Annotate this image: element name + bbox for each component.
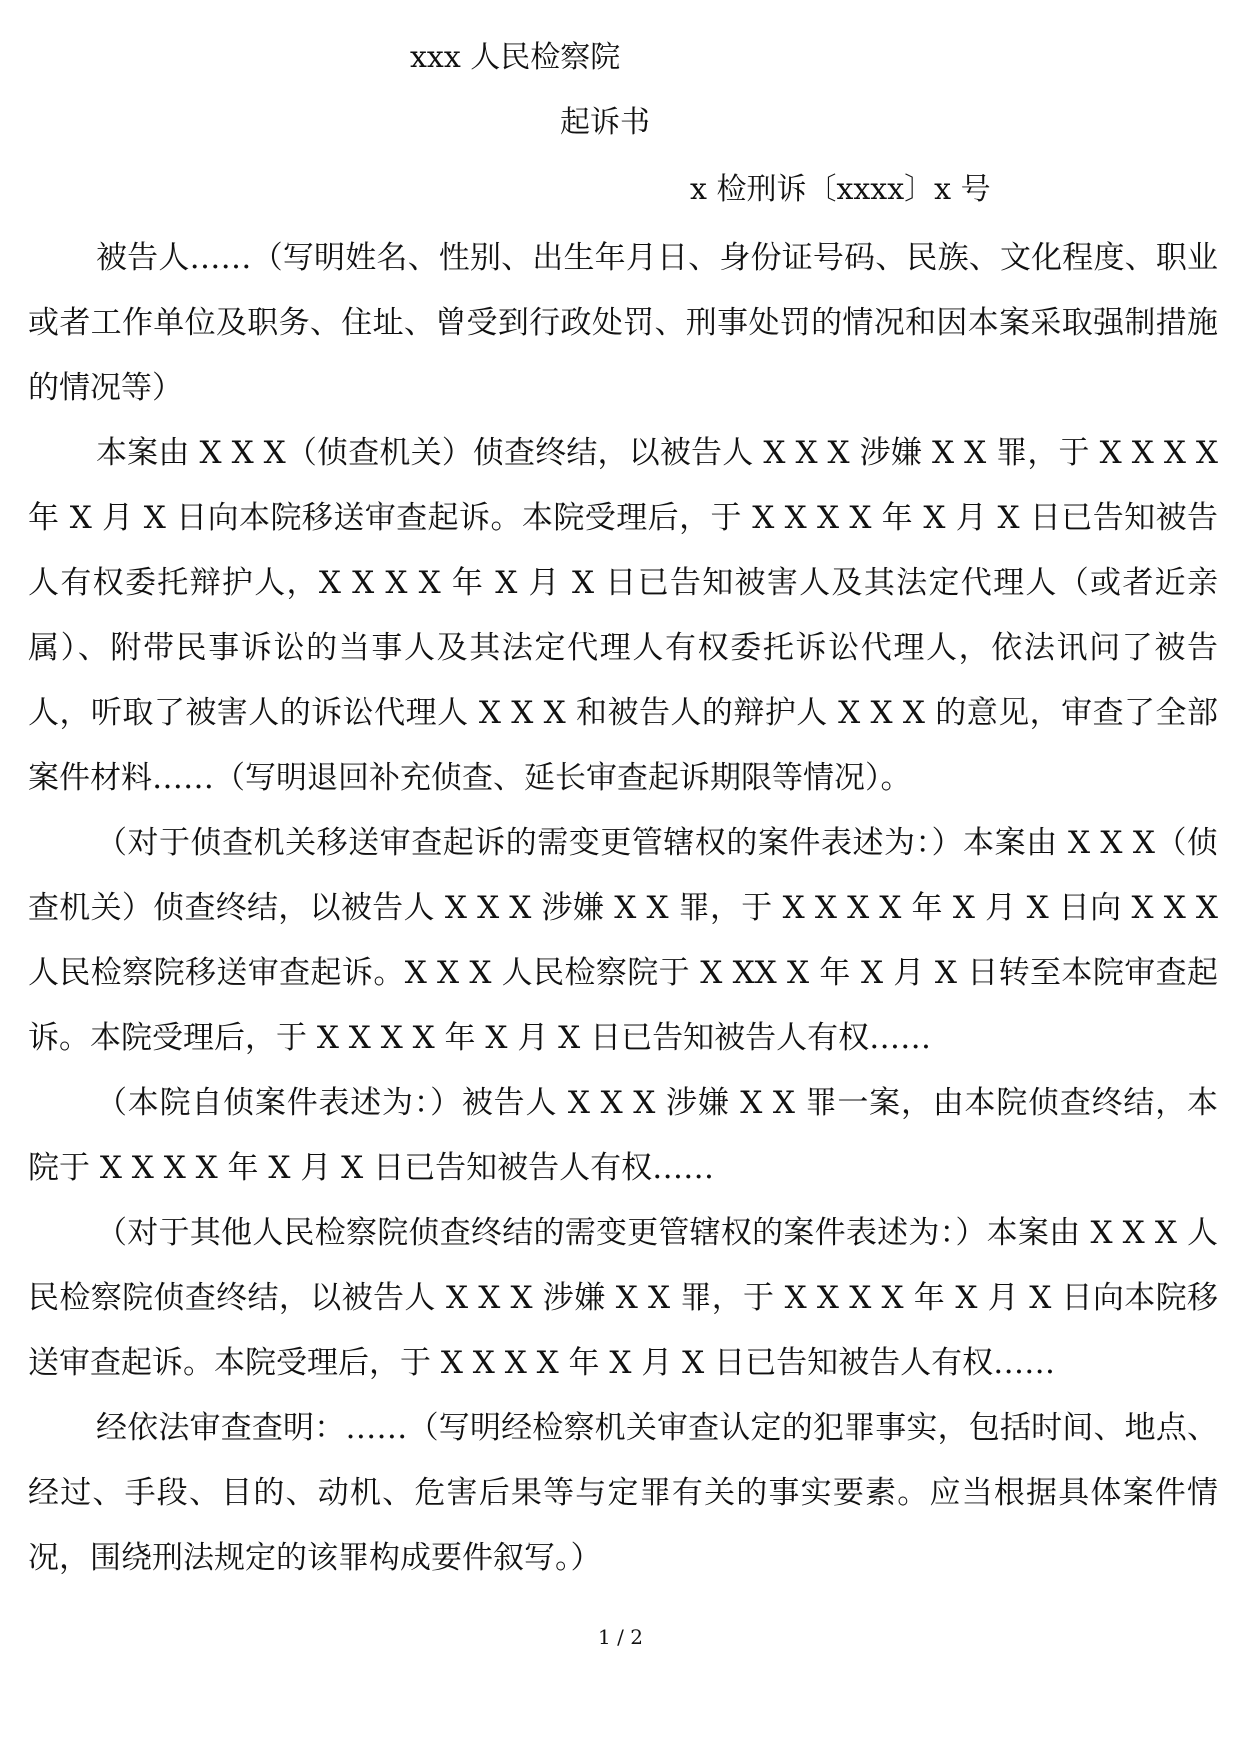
paragraph-findings: 经依法审查查明：……（写明经检察机关审查认定的犯罪事实，包括时间、地点、经过、手段、目的、动机、危害后果等与定罪有关的事实要素。应当根据具体案件情况，围绕刑法规定的该罪构成要件叙写。） <box>28 1410 1218 1576</box>
page-number: 1 / 2 <box>598 1625 643 1649</box>
document-title: 起诉书 <box>560 105 650 140</box>
paragraph-self-investigated: （本院自侦案件表述为：）被告人 X X X 涉嫌 X X 罪一案，由本院侦查终结，本院于 X X X X 年 X 月 X 日已告知被告人有权…… <box>28 1085 1218 1186</box>
paragraph-case-procedure: 本案由 X X X（侦查机关）侦查终结，以被告人 X X X 涉嫌 X X 罪，于 X X X X 年 X 月 X 日向本院移送审查起诉。本院受理后，于 X X X X 年 X 月 X 日已告知被告人有权委托辩护人，X X X X 年 X 月 X 日已告知被害人及其法定代理人（或者近亲属）、附带民事诉讼的当事人及其法定代理人有权委托诉讼代理人，依法讯问了被告人，听取了被害人的诉讼代理人 X X X 和被告人的辩护人 X X X 的意见，审查了全部案件材料……（写明退回补充侦查、延长审查起诉期限等情况）。 <box>28 435 1218 796</box>
paragraph-defendant-info: 被告人……（写明姓名、性别、出生年月日、身份证号码、民族、文化程度、职业或者工作单位及职务、住址、曾受到行政处罚、刑事处罚的情况和因本案采取强制措施的情况等） <box>28 240 1218 406</box>
paragraph-other-procuratorate: （对于其他人民检察院侦查终结的需变更管辖权的案件表述为：）本案由 X X X 人民检察院侦查终结，以被告人 X X X 涉嫌 X X 罪，于 X X X X 年 X 月 X 日向本院移送审查起诉。本院受理后，于 X X X X 年 X 月 X 日已告知被告人有权…… <box>28 1215 1218 1381</box>
document-body <box>28 226 1218 1591</box>
procuratorate-name: xxx 人民检察院 <box>410 40 621 75</box>
document-number: x 检刑诉〔xxxx〕x 号 <box>690 172 991 207</box>
paragraph-jurisdiction-change: （对于侦查机关移送审查起诉的需变更管辖权的案件表述为：）本案由 X X X（侦查机关）侦查终结，以被告人 X X X 涉嫌 X X 罪，于 X X X X 年 X 月 X 日向 X X X 人民检察院移送审查起诉。X X X 人民检察院于 X XX X 年 X 月 X 日转至本院审查起诉。本院受理后，于 X X X X 年 X 月 X 日已告知被告人有权…… <box>28 825 1218 1056</box>
